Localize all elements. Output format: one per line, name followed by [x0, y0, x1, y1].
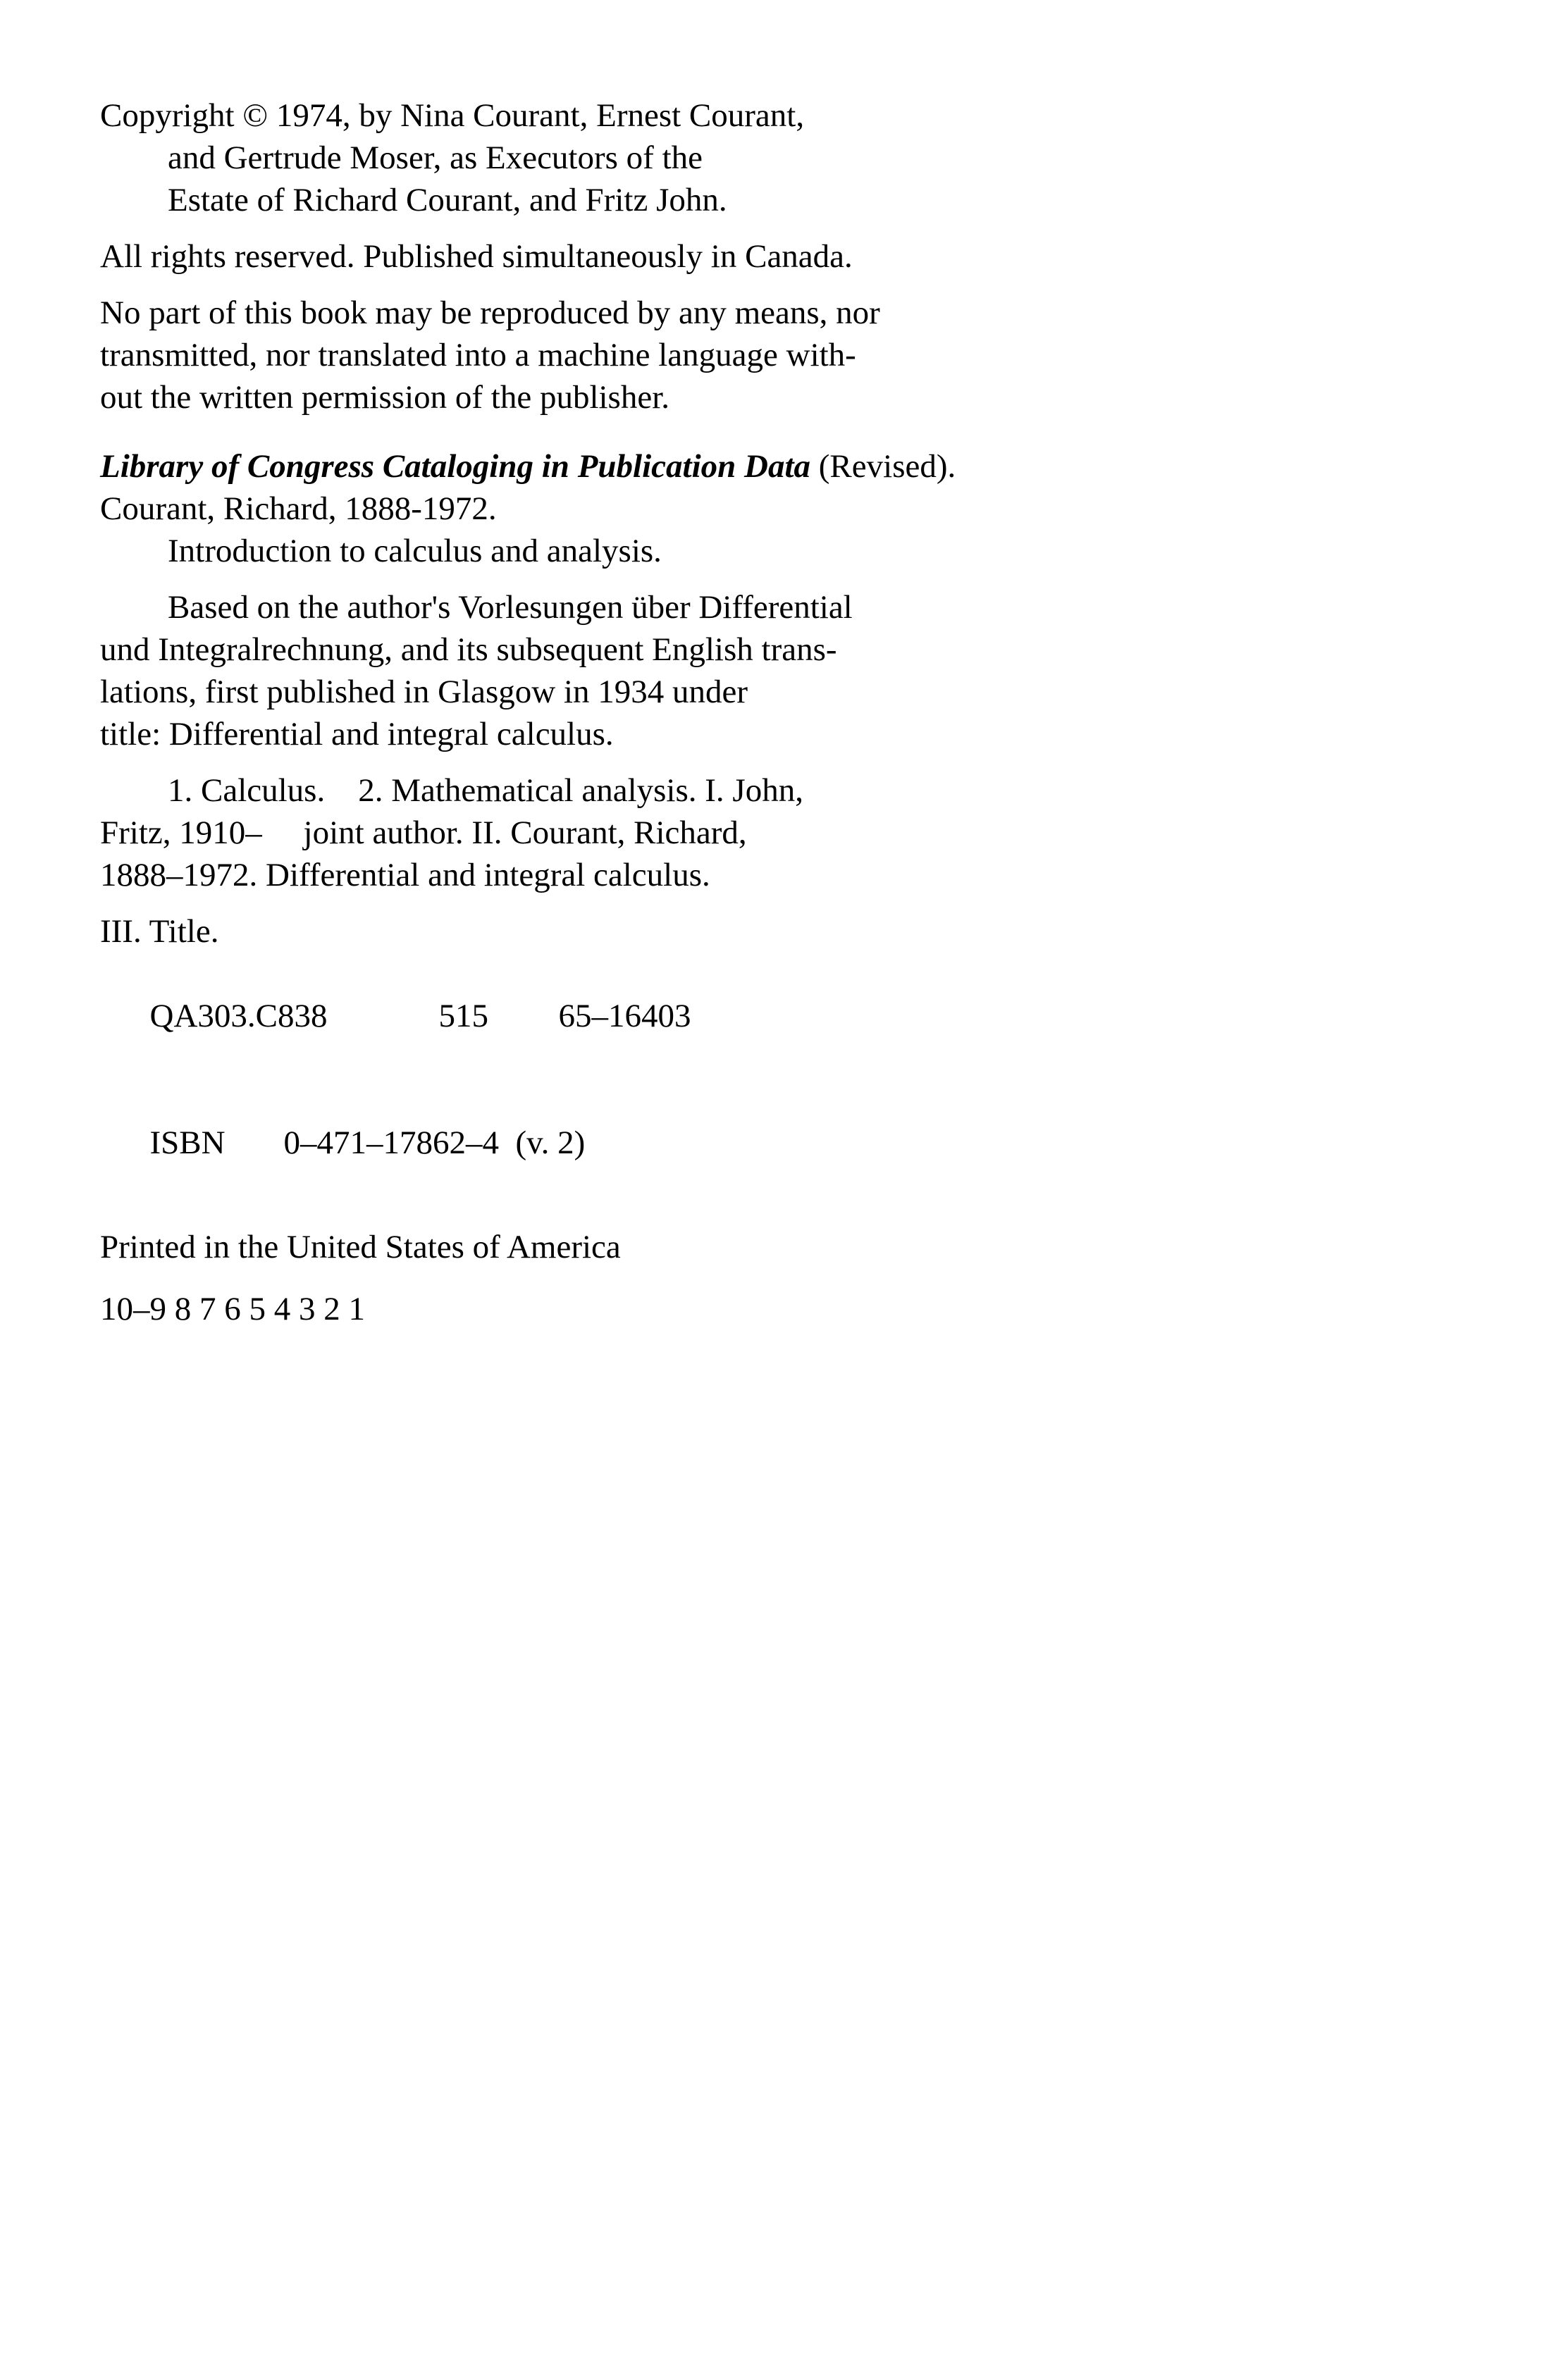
cip-author: Courant, Richard, 1888-1972. [100, 490, 497, 527]
lccn-number: 65–16403 [558, 998, 691, 1034]
rights-statement [100, 235, 1439, 278]
cip-subjects-line-2: Fritz, 1910– joint author. II. Courant, Richard, [100, 814, 747, 851]
copyright-line-1: Copyright © 1974, by Nina Courant, Ernest Courant, [100, 97, 805, 134]
cip-title: Introduction to calculus and analysis. [168, 533, 662, 569]
copyright-page [100, 94, 1439, 1330]
copyright-line-3: Estate of Richard Courant, and Fritz John. [168, 182, 727, 218]
cip-classification [100, 953, 1439, 1079]
isbn-label: ISBN [149, 1124, 226, 1161]
printing-line: 10–9 8 7 6 5 4 3 2 1 [100, 1291, 365, 1327]
copyright-line-2: and Gertrude Moser, as Executors of the [168, 140, 703, 176]
printed-line: Printed in the United States of America [100, 1229, 621, 1265]
notice-line-3: out the written permission of the publisher. [100, 379, 670, 416]
isbn-value: 0–471–17862–4 (v. 2) [283, 1124, 586, 1161]
cip-heading: Library of Congress Cataloging in Publication Data [100, 448, 811, 485]
printing-number-line [100, 1288, 1439, 1330]
cip-note [100, 586, 1439, 755]
cip-title-entry-line: III. Title. [100, 913, 219, 950]
isbn-line [100, 1079, 1439, 1206]
cip-heading-line [100, 445, 1439, 488]
cip-note-line-3: lations, first published in Glasgow in 1934 under [100, 674, 748, 710]
cip-subjects-line-1: 1. Calculus. 2. Mathematical analysis. I. John, [168, 772, 803, 809]
cip-subjects-line-3: 1888–1972. Differential and integral calculus. [100, 857, 710, 893]
rights-line: All rights reserved. Published simultaneously in Canada. [100, 238, 853, 275]
cip-heading-suffix: (Revised). [810, 448, 956, 485]
call-number: QA303.C838 [149, 998, 328, 1034]
reproduction-notice [100, 292, 1439, 419]
notice-line-2: transmitted, nor translated into a machine language with- [100, 337, 856, 373]
cip-note-line-4: title: Differential and integral calculus. [100, 716, 614, 752]
cip-subjects [100, 769, 1439, 896]
cip-note-line-1: Based on the author's Vorlesungen über Differential [168, 589, 853, 626]
cip-note-line-2: und Integralrechnung, and its subsequent English trans- [100, 631, 837, 668]
cip-title-entry [100, 910, 1439, 953]
dewey-number: 515 [438, 998, 488, 1034]
notice-line-1: No part of this book may be reproduced by any means, nor [100, 295, 880, 331]
copyright-block [100, 94, 1439, 221]
printed-statement [100, 1226, 1439, 1268]
cip-block [100, 445, 1439, 1206]
